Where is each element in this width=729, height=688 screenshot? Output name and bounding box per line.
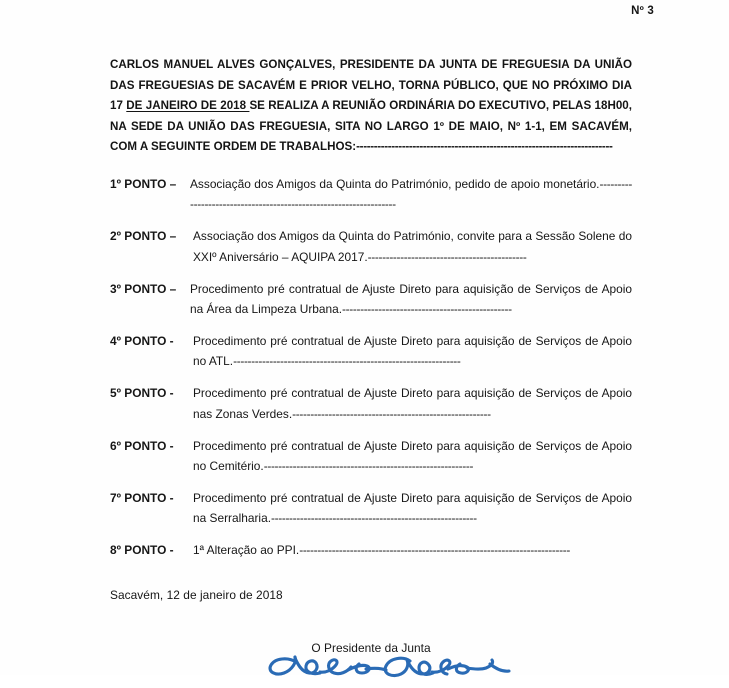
agenda-item-label bbox=[110, 436, 174, 456]
agenda-item-separator: – bbox=[169, 229, 177, 244]
intro-paragraph bbox=[110, 55, 632, 158]
agenda-item-text: Procedimento pré contratual de Ajuste Direto para aquisição de Serviços de Apoio no ATL. bbox=[193, 333, 632, 369]
agenda-item bbox=[110, 331, 632, 372]
agenda-item-text: 1ª Alteração ao PPI. bbox=[193, 543, 300, 558]
agenda-item-number: 7º PONTO bbox=[110, 490, 167, 505]
agenda-item-text-wrap bbox=[190, 174, 632, 215]
intro-text-after-underline: SE REALIZA A REUNIÃO ORDINÁRIA DO EXECUTIVO, PELAS 18H00, NA SEDE DA UNIÃO DAS FREGUESIA, SITA NO LARGO 1º DE MAIO, Nº 1-1, EM SACAVÉM, COM A SEGUINTE ORDEM DE TRABALHOS: bbox=[110, 99, 632, 154]
document-body bbox=[110, 55, 632, 655]
agenda-item-separator: - bbox=[169, 543, 174, 558]
agenda-item bbox=[110, 174, 632, 215]
agenda-item-label bbox=[110, 226, 176, 246]
agenda-item-text-wrap bbox=[193, 226, 632, 267]
agenda-item bbox=[110, 279, 632, 320]
agenda-item bbox=[110, 488, 632, 529]
agenda-item-separator: - bbox=[169, 333, 174, 348]
agenda-item bbox=[110, 436, 632, 477]
agenda-item-number: 4º PONTO bbox=[110, 333, 167, 348]
agenda-item-trailing-dashes: --------------------------------------------------------- bbox=[271, 511, 477, 526]
agenda-item-label bbox=[110, 488, 174, 508]
agenda-item-trailing-dashes: -------------------------------------------- bbox=[367, 249, 527, 264]
agenda-item bbox=[110, 383, 632, 424]
agenda-item-text: Procedimento pré contratual de Ajuste Direto para aquisição de Serviços de Apoio no Cemitério. bbox=[193, 438, 632, 473]
agenda-item-text: Procedimento pré contratual de Ajuste Direto para aquisição de Serviços de Apoio na Área da Limpeza Urbana. bbox=[190, 281, 632, 316]
agenda-item-text: Procedimento pré contratual de Ajuste Direto para aquisição de Serviços de Apoio na Serralharia. bbox=[193, 490, 632, 526]
agenda-item-text-wrap bbox=[193, 383, 632, 424]
agenda-item bbox=[110, 226, 632, 267]
agenda-item-separator: - bbox=[169, 490, 174, 505]
intro-text-before-underline: CARLOS MANUEL ALVES GONÇALVES, PRESIDENTE DA JUNTA DE FREGUESIA DA UNIÃO DAS FREGUESIAS DE SACAVÉM E PRIOR VELHO, TORNA PÚBLICO, QUE NO PRÓXIMO DIA 17 bbox=[110, 58, 632, 113]
agenda-item-separator: – bbox=[169, 281, 177, 296]
agenda-item-separator: - bbox=[169, 438, 174, 453]
agenda-item-text-wrap bbox=[193, 540, 632, 560]
agenda-item-text: Procedimento pré contratual de Ajuste Direto para aquisição de Serviços de Apoio nas Zonas Verdes. bbox=[193, 386, 632, 421]
agenda-item-number: 5º PONTO bbox=[110, 386, 167, 401]
agenda-item-separator: – bbox=[169, 176, 177, 191]
agenda-item-text: Associação dos Amigos da Quinta do Património, convite para a Sessão Solene do XXIº Aniversário – AQUIPA 2017. bbox=[193, 229, 632, 264]
agenda-item-label bbox=[110, 174, 176, 194]
agenda-item-number: 3º PONTO bbox=[110, 281, 167, 296]
signer-title: O Presidente da Junta bbox=[311, 640, 431, 655]
agenda-item-text-wrap bbox=[190, 279, 632, 320]
agenda-item-trailing-dashes: ------------------------------------------------------------------ bbox=[190, 176, 632, 212]
agenda-item bbox=[110, 540, 632, 560]
page-number: Nº 3 bbox=[631, 5, 654, 17]
agenda-item-trailing-dashes: --------------------------------------------------------------------------- bbox=[299, 543, 570, 558]
agenda-item-number: 6º PONTO bbox=[110, 438, 167, 453]
intro-underlined-date: DE JANEIRO DE 2018 bbox=[126, 99, 250, 113]
agenda-list bbox=[110, 174, 632, 561]
agenda-item-text: Associação dos Amigos da Quinta do Património, pedido de apoio monetário. bbox=[190, 176, 600, 191]
agenda-item-number: 1º PONTO bbox=[110, 176, 167, 191]
agenda-item-text-wrap bbox=[193, 331, 632, 372]
agenda-item-label bbox=[110, 383, 174, 403]
place-and-date: Sacavém, 12 de janeiro de 2018 bbox=[110, 587, 283, 602]
agenda-item-trailing-dashes: ------------------------------------------------------- bbox=[292, 406, 491, 421]
agenda-item-number: 8º PONTO bbox=[110, 543, 167, 558]
agenda-item-label bbox=[110, 540, 174, 560]
agenda-item-text-wrap bbox=[193, 488, 632, 529]
agenda-item-trailing-dashes: ---------------------------------------------------------- bbox=[263, 458, 474, 473]
agenda-item-label bbox=[110, 279, 176, 299]
agenda-item-text-wrap bbox=[193, 436, 632, 477]
intro-trailing-dashes: ------------------------------------------------------------------------- bbox=[356, 140, 613, 154]
agenda-item-trailing-dashes: --------------------------------------------------------------- bbox=[233, 354, 461, 369]
agenda-item-label bbox=[110, 331, 174, 351]
agenda-item-number: 2º PONTO bbox=[110, 229, 167, 244]
agenda-item-trailing-dashes: ----------------------------------------------- bbox=[342, 302, 512, 316]
agenda-item-separator: - bbox=[169, 386, 174, 401]
